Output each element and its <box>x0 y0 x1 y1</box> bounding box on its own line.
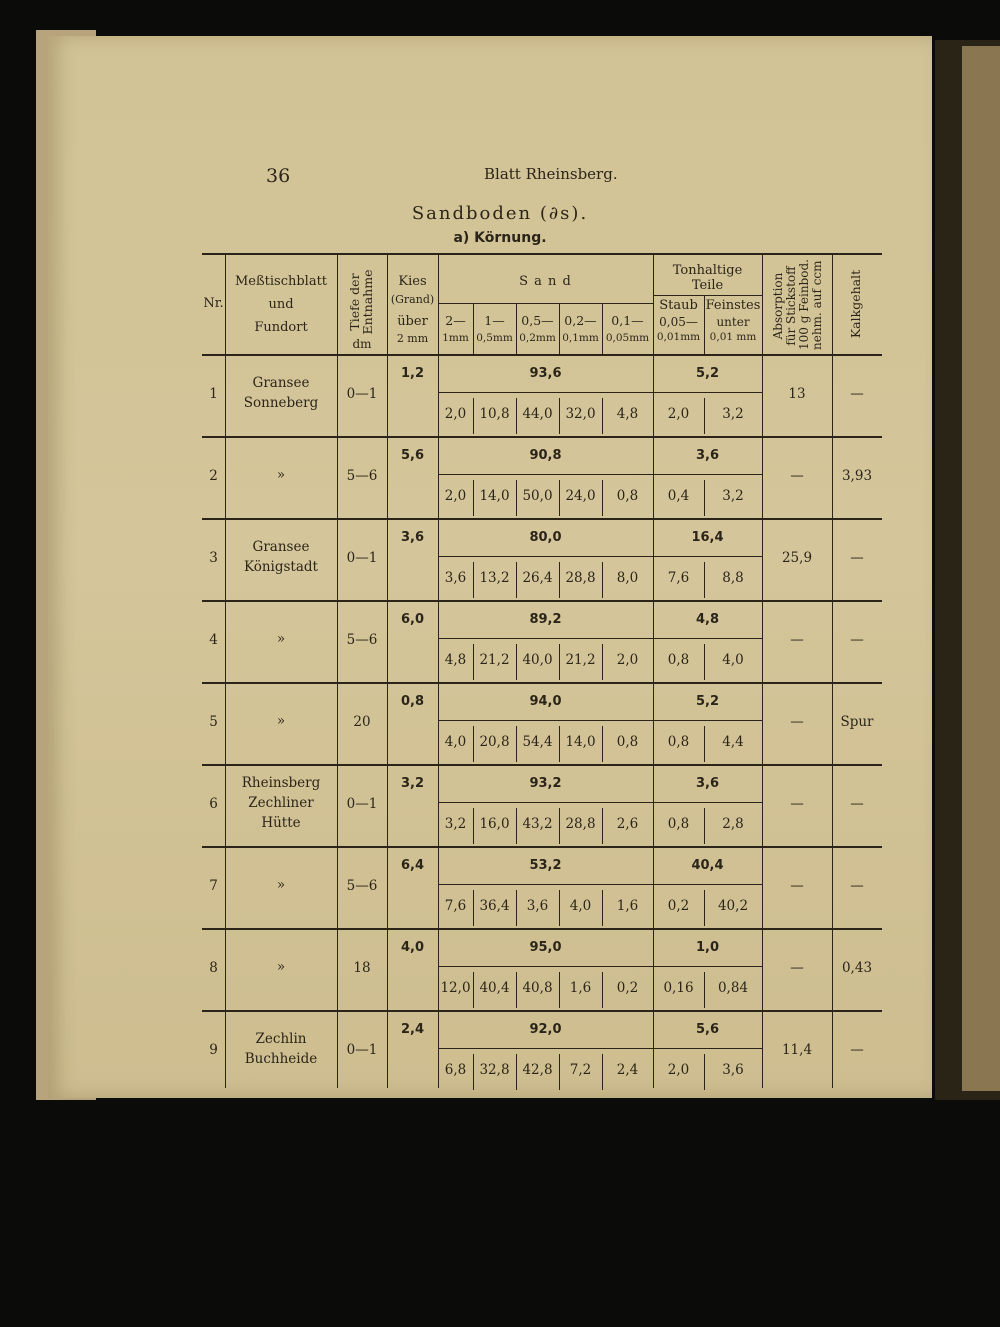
row-number: 8 <box>209 960 218 976</box>
header-staub-unit: 0,01mm <box>656 331 701 343</box>
header-sand-fraction-unit: 0,2mm <box>519 332 556 344</box>
row-absorption: — <box>790 960 804 976</box>
row-tiefe: 5—6 <box>346 878 378 894</box>
row-kies: 6,4 <box>400 858 425 873</box>
row-rule <box>202 928 882 930</box>
row-tiefe: 18 <box>353 960 371 976</box>
row-absorption: — <box>790 632 804 648</box>
row-sand-fraction: 21,2 <box>565 652 596 668</box>
row-sand-fraction: 50,0 <box>522 488 553 504</box>
row-fundort: » <box>276 467 286 483</box>
header-kies-ueber: über <box>397 314 428 329</box>
row-tiefe: 5—6 <box>346 468 378 484</box>
row-fundort: Gransee <box>252 539 310 555</box>
book-page <box>48 36 932 1098</box>
row-staub: 0,2 <box>667 898 690 914</box>
row-sand-fraction: 20,8 <box>479 734 510 750</box>
row-kalkgehalt: 3,93 <box>841 468 873 484</box>
row-number: 7 <box>209 878 218 894</box>
row-tiefe: 0—1 <box>346 550 378 566</box>
row-sand-fraction: 13,2 <box>479 570 510 586</box>
row-sand-fraction: 10,8 <box>479 406 510 422</box>
row-fundort: » <box>276 631 286 647</box>
row-sand-fraction: 2,4 <box>616 1062 639 1078</box>
running-head: Blatt Rheinsberg. <box>484 165 618 183</box>
total-divider <box>438 474 762 475</box>
row-kies: 5,6 <box>400 448 425 463</box>
row-ton-total: 1,0 <box>695 940 720 955</box>
row-tiefe: 0—1 <box>346 386 378 402</box>
row-sand-total: 92,0 <box>529 1022 562 1037</box>
row-ton-total: 16,4 <box>691 530 724 545</box>
row-sand-fraction: 4,8 <box>444 652 467 668</box>
row-sand-fraction: 0,8 <box>616 488 639 504</box>
row-sand-fraction: 14,0 <box>565 734 596 750</box>
row-fundort: Gransee <box>252 375 310 391</box>
sand-header-divider <box>438 303 653 304</box>
header-sand: S a n d <box>519 274 572 289</box>
row-absorption: — <box>790 468 804 484</box>
row-ton-total: 5,2 <box>695 694 720 709</box>
row-number: 1 <box>209 386 218 402</box>
total-divider <box>438 556 762 557</box>
row-sand-fraction: 32,8 <box>479 1062 510 1078</box>
row-sand-fraction: 0,8 <box>616 734 639 750</box>
row-sand-total: 80,0 <box>529 530 562 545</box>
header-sand-fraction: 0,1— <box>611 313 644 328</box>
row-rule <box>202 518 882 520</box>
row-staub: 0,8 <box>667 816 690 832</box>
row-sand-fraction: 28,8 <box>565 570 596 586</box>
row-ton-total: 4,8 <box>695 612 720 627</box>
row-feinstes: 0,84 <box>717 980 749 996</box>
row-fundort: » <box>276 877 286 893</box>
total-divider <box>438 638 762 639</box>
row-sand-fraction: 40,0 <box>522 652 553 668</box>
header-feinstes: Feinstes <box>705 298 761 313</box>
header-sand-fraction-unit: 1mm <box>442 332 469 344</box>
row-kalkgehalt: — <box>850 632 864 648</box>
total-divider <box>438 884 762 885</box>
row-number: 6 <box>209 796 218 812</box>
row-fundort: Hütte <box>261 815 301 831</box>
row-sand-fraction: 40,8 <box>522 980 553 996</box>
row-fundort: Zechlin <box>255 1031 307 1047</box>
row-absorption: — <box>790 878 804 894</box>
row-kalkgehalt: — <box>850 550 864 566</box>
row-sand-fraction: 28,8 <box>565 816 596 832</box>
row-sand-fraction: 36,4 <box>479 898 510 914</box>
row-sand-fraction: 1,6 <box>569 980 592 996</box>
row-fundort: Sonneberg <box>243 395 319 411</box>
header-sand-fraction: 2— <box>445 313 466 328</box>
header-kies-mm: 2 mm <box>396 332 429 345</box>
row-sand-total: 93,2 <box>529 776 562 791</box>
row-sand-fraction: 14,0 <box>479 488 510 504</box>
row-sand-total: 90,8 <box>529 448 562 463</box>
row-rule <box>202 846 882 848</box>
row-sand-fraction: 32,0 <box>565 406 596 422</box>
row-absorption: — <box>790 714 804 730</box>
total-divider <box>438 720 762 721</box>
row-ton-total: 3,6 <box>695 776 720 791</box>
row-ton-total: 5,6 <box>695 1022 720 1037</box>
total-divider <box>438 392 762 393</box>
header-messtischblatt-line: und <box>268 297 294 312</box>
row-sand-fraction: 1,6 <box>616 898 639 914</box>
row-kalkgehalt: — <box>850 1042 864 1058</box>
row-kies: 3,6 <box>400 530 425 545</box>
header-tonhaltige-teile: Teile <box>691 278 724 293</box>
row-sand-fraction: 43,2 <box>522 816 553 832</box>
row-sand-fraction: 26,4 <box>522 570 553 586</box>
header-tiefe-unit: dm <box>352 337 372 351</box>
row-staub: 2,0 <box>667 406 690 422</box>
row-feinstes: 40,2 <box>717 898 749 914</box>
row-sand-fraction: 7,2 <box>569 1062 592 1078</box>
row-kies: 6,0 <box>400 612 425 627</box>
row-sand-fraction: 3,6 <box>526 898 549 914</box>
row-sand-fraction: 21,2 <box>479 652 510 668</box>
row-kalkgehalt: — <box>850 386 864 402</box>
row-sand-fraction: 0,2 <box>616 980 639 996</box>
total-divider <box>438 966 762 967</box>
row-rule <box>202 1010 882 1012</box>
header-tonhaltige: Tonhaltige <box>672 263 743 278</box>
row-absorption: 11,4 <box>781 1042 813 1058</box>
row-rule <box>202 764 882 766</box>
row-feinstes: 4,0 <box>722 652 744 668</box>
row-rule <box>202 436 882 438</box>
row-sand-fraction: 4,0 <box>444 734 467 750</box>
row-feinstes: 4,4 <box>722 734 744 750</box>
total-divider <box>438 802 762 803</box>
row-fundort: Rheinsberg <box>241 775 321 791</box>
row-rule <box>202 600 882 602</box>
table-top-rule <box>202 253 882 255</box>
row-staub: 0,16 <box>663 980 694 996</box>
row-sand-fraction: 40,4 <box>479 980 510 996</box>
row-kies: 3,2 <box>400 776 425 791</box>
row-sand-fraction: 6,8 <box>444 1062 467 1078</box>
row-kies: 0,8 <box>400 694 425 709</box>
row-fundort: Buchheide <box>244 1051 318 1067</box>
row-sand-fraction: 2,6 <box>616 816 639 832</box>
row-sand-fraction: 8,0 <box>616 570 639 586</box>
row-feinstes: 3,6 <box>722 1062 744 1078</box>
header-sand-fraction: 0,2— <box>564 313 597 328</box>
header-nr: Nr. <box>203 296 224 311</box>
header-staub-range: 0,05— <box>659 315 698 329</box>
header-sand-fraction-unit: 0,05mm <box>605 332 650 344</box>
row-absorption: 13 <box>788 386 806 402</box>
row-fundort: Zechliner <box>248 795 314 811</box>
row-ton-total: 5,2 <box>695 366 720 381</box>
row-staub: 0,8 <box>667 734 690 750</box>
row-staub: 7,6 <box>667 570 690 586</box>
row-absorption: — <box>790 796 804 812</box>
total-divider <box>438 1048 762 1049</box>
row-sand-fraction: 2,0 <box>616 652 639 668</box>
row-kies: 1,2 <box>400 366 425 381</box>
header-tiefe-der-entnahme: Tiefe der Entnahme <box>347 269 375 335</box>
row-sand-fraction: 42,8 <box>522 1062 553 1078</box>
header-kies: Kies <box>398 274 427 289</box>
row-tiefe: 20 <box>353 714 371 730</box>
row-number: 4 <box>209 632 218 648</box>
row-fundort: Königstadt <box>244 559 318 575</box>
row-kalkgehalt: — <box>850 878 864 894</box>
row-kalkgehalt: — <box>850 796 864 812</box>
row-feinstes: 3,2 <box>722 406 744 422</box>
row-sand-fraction: 4,8 <box>616 406 639 422</box>
section-title: Sandboden (∂s). <box>411 203 589 224</box>
row-sand-fraction: 2,0 <box>444 488 467 504</box>
page-number: 36 <box>266 165 291 187</box>
row-sand-fraction: 54,4 <box>522 734 553 750</box>
row-sand-total: 89,2 <box>529 612 562 627</box>
row-sand-total: 53,2 <box>529 858 562 873</box>
row-fundort: » <box>276 713 286 729</box>
row-feinstes: 3,2 <box>722 488 744 504</box>
header-kies-grand: (Grand) <box>390 293 435 306</box>
header-sand-fraction-unit: 0,1mm <box>562 332 599 344</box>
row-sand-fraction: 24,0 <box>565 488 596 504</box>
row-sand-total: 95,0 <box>529 940 562 955</box>
header-messtischblatt-line: Meßtischblatt <box>234 274 328 289</box>
header-staub: Staub <box>659 298 698 313</box>
header-bottom-rule <box>202 354 882 356</box>
header-feinstes-unit: 0,01 mm <box>709 331 757 343</box>
header-absorption: Absorption für Stickstoff 100 g Feinbod. nehm. auf ccm <box>771 259 824 350</box>
header-messtischblatt-line: Fundort <box>254 320 308 335</box>
row-staub: 0,4 <box>667 488 690 504</box>
header-kalkgehalt: Kalkgehalt <box>848 269 863 339</box>
row-ton-total: 3,6 <box>695 448 720 463</box>
row-tiefe: 0—1 <box>346 1042 378 1058</box>
row-sand-fraction: 44,0 <box>522 406 553 422</box>
row-sand-fraction: 16,0 <box>479 816 510 832</box>
row-sand-total: 94,0 <box>529 694 562 709</box>
row-sand-fraction: 7,6 <box>444 898 467 914</box>
row-kalkgehalt: Spur <box>840 714 874 730</box>
row-sand-fraction: 3,6 <box>444 570 467 586</box>
row-rule <box>202 682 882 684</box>
row-feinstes: 2,8 <box>722 816 744 832</box>
subsection-title: a) Körnung. <box>453 230 547 246</box>
row-number: 5 <box>209 714 218 730</box>
row-kies: 2,4 <box>400 1022 425 1037</box>
row-tiefe: 5—6 <box>346 632 378 648</box>
row-kies: 4,0 <box>400 940 425 955</box>
row-fundort: » <box>276 959 286 975</box>
row-sand-fraction: 2,0 <box>444 406 467 422</box>
header-sand-fraction-unit: 0,5mm <box>476 332 513 344</box>
row-tiefe: 0—1 <box>346 796 378 812</box>
row-sand-fraction: 3,2 <box>444 816 467 832</box>
header-sand-fraction: 0,5— <box>521 313 554 328</box>
row-kalkgehalt: 0,43 <box>841 960 873 976</box>
row-feinstes: 8,8 <box>722 570 744 586</box>
row-staub: 0,8 <box>667 652 690 668</box>
row-number: 3 <box>209 550 218 566</box>
row-sand-fraction: 4,0 <box>569 898 592 914</box>
row-sand-fraction: 12,0 <box>440 980 471 996</box>
row-staub: 2,0 <box>667 1062 690 1078</box>
row-number: 9 <box>209 1042 218 1058</box>
row-sand-total: 93,6 <box>529 366 562 381</box>
row-number: 2 <box>209 468 218 484</box>
header-feinstes-unter: unter <box>716 315 750 329</box>
row-ton-total: 40,4 <box>691 858 724 873</box>
header-sand-fraction: 1— <box>484 313 505 328</box>
row-absorption: 25,9 <box>781 550 813 566</box>
